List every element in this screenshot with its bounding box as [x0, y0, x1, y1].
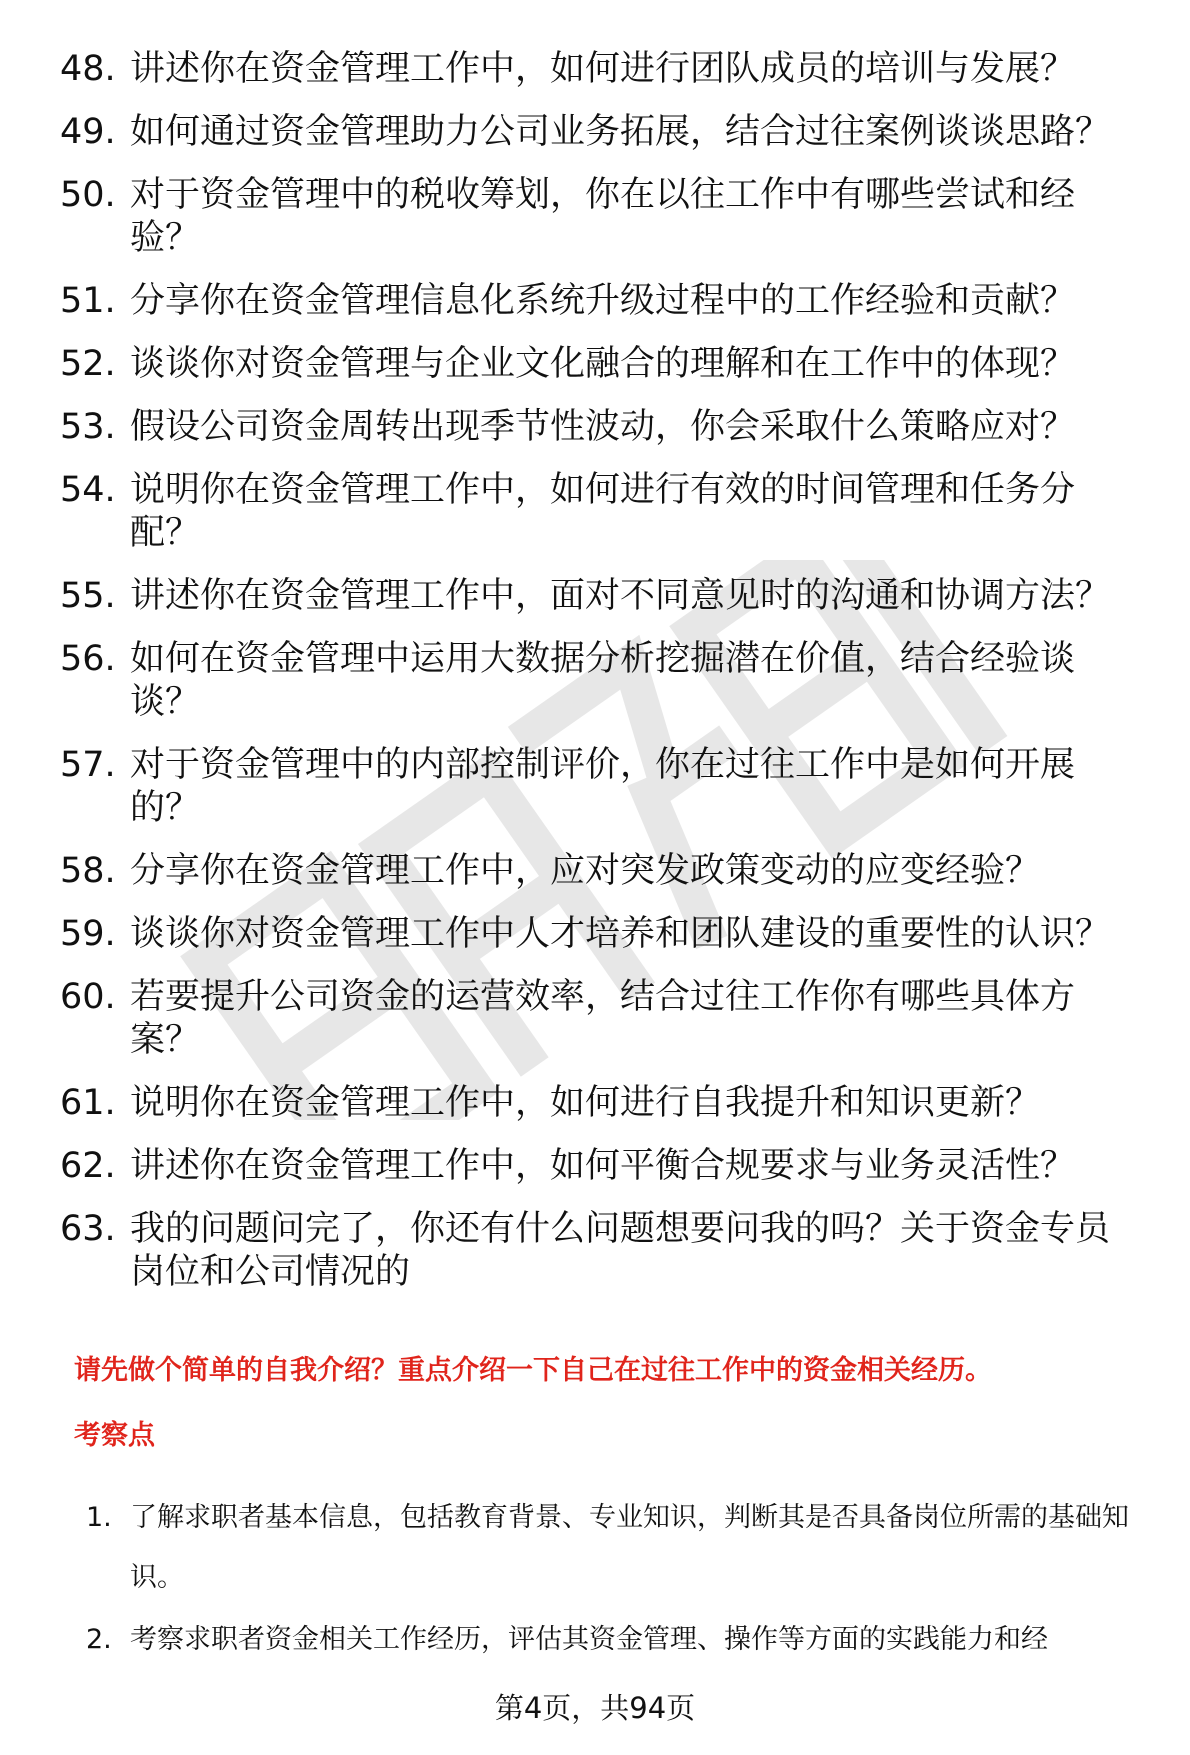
page-footer: 第4页，共94页	[494, 1691, 696, 1725]
question-number: 59.	[60, 914, 116, 954]
question-text: 如何在资金管理中运用大数据分析挖掘潜在价值，结合经验谈谈？	[130, 639, 1076, 722]
question-number: 62.	[60, 1146, 116, 1186]
question-item	[60, 280, 1160, 323]
question-number: 52.	[60, 344, 116, 384]
question-text: 我的问题问完了，你还有什么问题想要问我的吗？关于资金专员岗位和公司情况的	[130, 1209, 1111, 1292]
question-item	[60, 638, 1160, 724]
question-number: 61.	[60, 1083, 116, 1123]
question-number: 58.	[60, 851, 116, 891]
point-item	[86, 1488, 1166, 1608]
question-text: 若要提升公司资金的运营效率，结合过往工作你有哪些具体方案？	[130, 977, 1076, 1060]
question-number: 63.	[60, 1209, 116, 1249]
points-list	[86, 1488, 1166, 1672]
question-item	[60, 343, 1160, 386]
question-text: 分享你在资金管理信息化系统升级过程中的工作经验和贡献？	[130, 281, 1076, 321]
question-item	[60, 575, 1160, 618]
question-text: 对于资金管理中的内部控制评价，你在过往工作中是如何开展的？	[130, 745, 1076, 828]
point-number: 1.	[86, 1502, 112, 1533]
question-text: 讲述你在资金管理工作中，如何平衡合规要求与业务灵活性？	[130, 1146, 1076, 1186]
question-item	[60, 406, 1160, 449]
point-text: 考察求职者资金相关工作经历，评估其资金管理、操作等方面的实践能力和经	[130, 1624, 1048, 1655]
point-number: 2.	[86, 1624, 112, 1655]
question-item	[60, 1082, 1160, 1125]
question-number: 51.	[60, 281, 116, 321]
question-number: 56.	[60, 639, 116, 679]
question-item	[60, 1145, 1160, 1188]
point-text: 了解求职者基本信息，包括教育背景、专业知识，判断其是否具备岗位所需的基础知识。	[130, 1502, 1129, 1593]
question-number: 53.	[60, 407, 116, 447]
question-text: 谈谈你对资金管理与企业文化融合的理解和在工作中的体现？	[130, 344, 1076, 384]
question-text: 对于资金管理中的税收筹划，你在以往工作中有哪些尝试和经验？	[130, 175, 1076, 258]
section-heading: 考察点	[74, 1420, 155, 1451]
question-number: 48.	[60, 49, 116, 89]
question-item	[60, 744, 1160, 830]
question-text: 讲述你在资金管理工作中，如何进行团队成员的培训与发展？	[130, 49, 1076, 89]
question-text: 讲述你在资金管理工作中，面对不同意见时的沟通和协调方法？	[130, 576, 1111, 616]
question-item	[60, 1208, 1160, 1294]
question-text: 如何通过资金管理助力公司业务拓展，结合过往案例谈谈思路？	[130, 112, 1111, 152]
question-number: 57.	[60, 745, 116, 785]
question-number: 60.	[60, 977, 116, 1017]
question-text: 谈谈你对资金管理工作中人才培养和团队建设的重要性的认识？	[130, 914, 1111, 954]
question-item	[60, 174, 1160, 260]
question-number: 49.	[60, 112, 116, 152]
question-item	[60, 111, 1160, 154]
question-item	[60, 913, 1160, 956]
question-item	[60, 850, 1160, 893]
question-item	[60, 469, 1160, 555]
question-item	[60, 48, 1160, 91]
question-number: 50.	[60, 175, 116, 215]
question-text: 说明你在资金管理工作中，如何进行自我提升和知识更新？	[130, 1083, 1041, 1123]
question-text: 假设公司资金周转出现季节性波动，你会采取什么策略应对？	[130, 407, 1076, 447]
question-item	[60, 976, 1160, 1062]
highlight-question: 请先做个简单的自我介绍？重点介绍一下自己在过往工作中的资金相关经历。	[74, 1355, 992, 1386]
question-number: 54.	[60, 470, 116, 510]
point-item	[86, 1610, 1166, 1670]
question-list	[60, 48, 1160, 1314]
question-number: 55.	[60, 576, 116, 616]
question-text: 说明你在资金管理工作中，如何进行有效的时间管理和任务分配？	[130, 470, 1076, 553]
question-text: 分享你在资金管理工作中，应对突发政策变动的应变经验？	[130, 851, 1041, 891]
